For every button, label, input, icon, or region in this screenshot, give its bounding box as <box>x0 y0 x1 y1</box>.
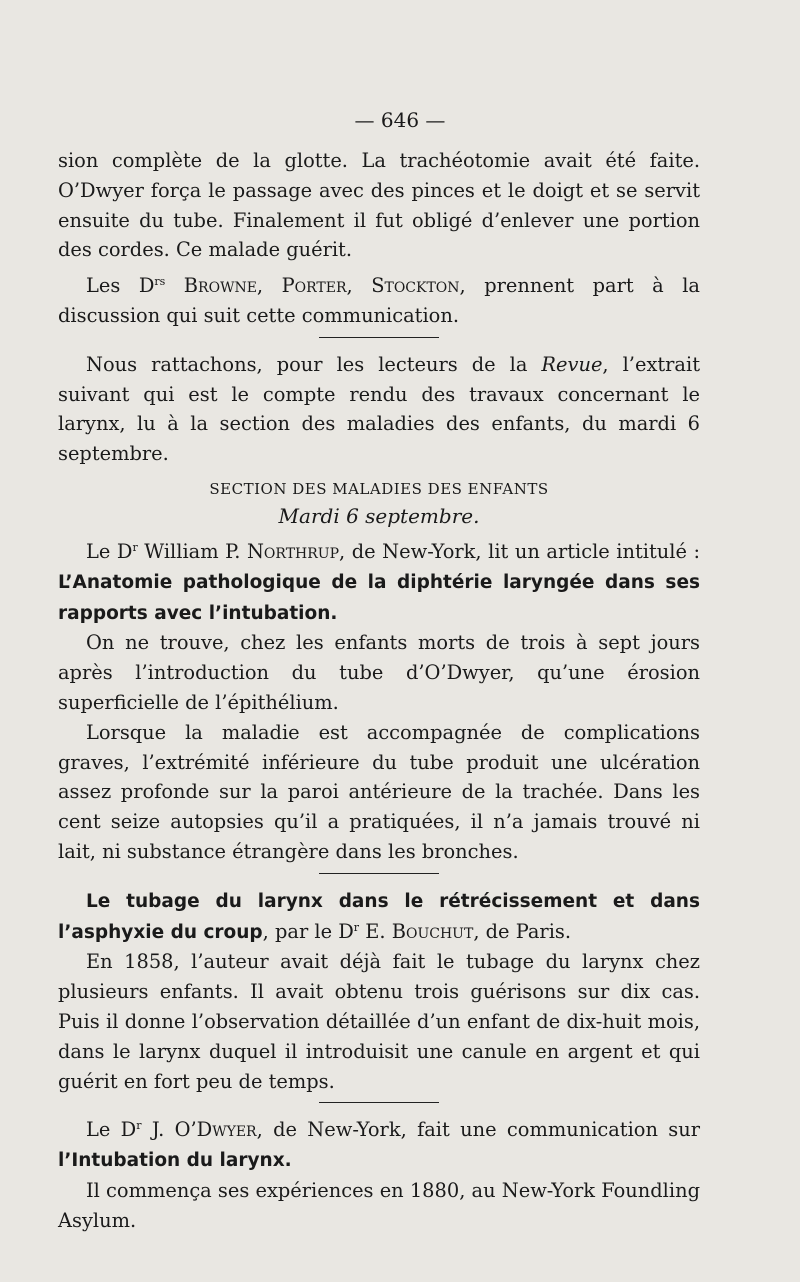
paragraph-1: sion complète de la glotte. La trachéotomie avait été faite. O’Dwyer força le passage avec des pinces et le doigt et se servit ensuite du tube. Finalement il fut obligé d’enlever une portion des cordes. Ce malade guérit. <box>58 149 700 262</box>
p2-sup: rs <box>154 275 166 289</box>
p7-mid: , par le D <box>262 919 354 943</box>
paragraph-5: On ne trouve, chez les enfants morts de trois à sept jours après l’introduction du tube d’O’Dwyer, qu’une érosion superficielle de l’épithélium. <box>58 631 700 714</box>
paragraph-2 <box>58 271 700 331</box>
p4-pre: William P. <box>137 539 247 563</box>
p4-title: L’Anatomie pathologique de la diphtérie laryngée dans ses rapports avec l’intubation. <box>58 571 700 624</box>
page-number: — 646 — <box>354 108 446 132</box>
p2-lead: Les D <box>86 274 155 298</box>
paragraph-7 <box>58 886 700 948</box>
paragraph-6: Lorsque la maladie est accompagnée de complications graves, l’extrémité inférieure du tube produit une ulcération assez profonde sur la paroi antérieure de la trachée. Dans les cent seize autopsies qu’il a pratiquées, il n’a jamais trouvé ni lait, ni substance étrangère dans les bronches. <box>58 720 700 863</box>
divider-3 <box>319 1102 439 1103</box>
p9-title: l’Intubation du larynx. <box>58 1150 292 1172</box>
paragraph-3 <box>58 350 700 469</box>
paragraph-4 <box>58 537 700 628</box>
divider-1 <box>319 337 439 338</box>
divider-2 <box>319 873 439 874</box>
p4-mid: , de New-York, lit un article intitulé : <box>339 539 700 563</box>
p9-pre: J. <box>141 1118 175 1142</box>
p9-sup: r <box>136 1119 142 1133</box>
paragraph-8: En 1858, l’auteur avait déjà fait le tubage du larynx chez plusieurs enfants. Il avait obtenu trois guérisons sur dix cas. Puis il donne l’observation détaillée d’un enfant de dix-huit mois, dans le larynx duquel il introduisit une canule en argent et qui guérit en fort peu de temps. <box>58 950 700 1093</box>
p4-sup: r <box>132 540 138 554</box>
p2-names: Browne, Porter, Stockton <box>165 274 460 298</box>
p9-name: O’Dwyer <box>174 1118 257 1142</box>
p9-lead: Le D <box>86 1118 137 1142</box>
paragraph-10: Il commença ses expériences en 1880, au New-York Foundling Asylum. <box>58 1178 700 1232</box>
p7-sup: r <box>353 920 360 934</box>
p2-rest: , prennent part à la discussion qui suit cette communication. <box>58 274 700 327</box>
p3-italic: Revue <box>541 352 603 376</box>
section-heading: SECTION DES MALADIES DES ENFANTS <box>209 479 549 498</box>
p7-name: Bouchut <box>391 919 474 943</box>
p4-lead: Le D <box>86 539 133 563</box>
paragraph-9 <box>58 1115 700 1176</box>
p3-lead: Nous rattachons, pour les lecteurs de la <box>86 352 542 376</box>
p7-rest: , de Paris. <box>473 919 572 943</box>
p4-name: Northrup <box>246 539 340 563</box>
p7-title: Le tubage du larynx dans le rétrécissement et dans l’asphyxie du croup <box>58 890 700 943</box>
p3-rest: , l’extrait suivant qui est le compte rendu des travaux concernant le larynx, lu à la section des maladies des enfants, du mardi 6 septembre. <box>58 352 700 466</box>
p7-pre: E. <box>359 919 392 943</box>
body-text <box>58 146 700 1236</box>
p9-mid: , de New-York, fait une communication sur <box>256 1118 701 1142</box>
section-date: Mardi 6 septembre. <box>278 503 480 528</box>
